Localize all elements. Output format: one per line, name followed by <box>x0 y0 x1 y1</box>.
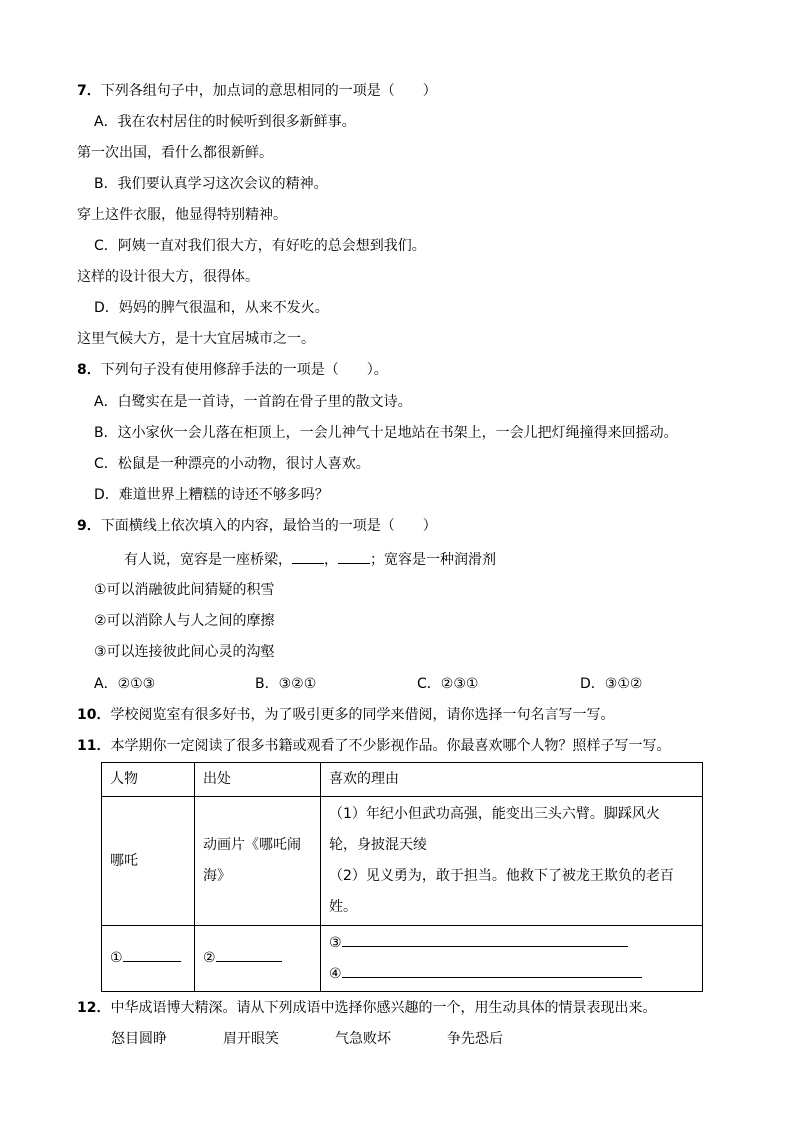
q9-choice-a: A．②①③ <box>94 676 156 692</box>
q11-answer-source-cell <box>195 926 321 992</box>
q11-example-reason <box>321 797 703 926</box>
q11-blank-1-label: ① <box>110 950 123 966</box>
q7-number: 7． <box>77 83 101 99</box>
q7-option-c: C．阿姨一直对我们很大方，有好吃的总会想到我们。 <box>94 238 426 254</box>
q9-item-2: ②可以消除人与人之间的摩擦 <box>94 613 275 629</box>
q7-stem: 下列各组句子中，加点词的意思相同的一项是（ ） <box>100 83 437 99</box>
q12-stem: 中华成语博大精深。请从下列成语中选择你感兴趣的一个，用生动具体的情景表现出来。 <box>110 1000 657 1016</box>
q11-blank-3[interactable] <box>342 932 628 947</box>
q9-passage-mid: ， <box>324 552 338 568</box>
q9-stem-line <box>77 516 437 536</box>
q9-number: 9． <box>77 518 101 534</box>
q8-option-d: D．难道世界上糟糕的诗还不够多吗？ <box>94 487 329 503</box>
q8-stem-line <box>77 360 388 380</box>
q11-header-source: 出处 <box>195 763 321 797</box>
q11-blank-3-line <box>329 928 702 959</box>
q7-option-a: A．我在农村居住的时候听到很多新鲜事。 <box>94 114 356 130</box>
q11-answer-reason-cell <box>321 926 703 992</box>
q11-answer-row <box>102 926 703 992</box>
q8-stem: 下列句子没有使用修辞手法的一项是（ ）。 <box>100 362 388 378</box>
q11-header-person: 人物 <box>102 763 195 797</box>
q9-stem: 下面横线上依次填入的内容，最恰当的一项是（ ） <box>100 518 437 534</box>
q8-option-c: C．松鼠是一种漂亮的小动物，很讨人喜欢。 <box>94 456 370 472</box>
q11-example-reason-2b: 姓。 <box>329 899 357 915</box>
q9-passage <box>124 549 496 570</box>
q10-stem-line <box>77 705 614 725</box>
q10-stem: 学校阅览室有很多好书，为了吸引更多的同学来借阅，请你选择一句名言写一写。 <box>110 707 615 723</box>
q11-number: 11． <box>77 738 111 754</box>
q11-table <box>101 762 703 992</box>
q9-choice-d: D．③①② <box>580 676 643 692</box>
q11-stem-line <box>77 736 670 756</box>
q11-example-source <box>195 797 321 926</box>
q9-item-1: ①可以消融彼此间猜疑的积雪 <box>94 582 275 598</box>
q11-answer-person-cell <box>102 926 195 992</box>
q7-option-d-second: 这里气候大方，是十大宜居城市之一。 <box>77 331 315 347</box>
q9-blank-2[interactable] <box>338 549 370 564</box>
q11-example-reason-1b: 轮，身披混天绫 <box>329 837 427 853</box>
q11-blank-2-label: ② <box>203 950 216 966</box>
q7-option-d: D．妈妈的脾气很温和，从来不发火。 <box>94 300 329 316</box>
q11-blank-4-line <box>329 959 702 990</box>
q11-example-row <box>102 797 703 926</box>
q12-idiom-2: 眉开眼笑 <box>223 1031 279 1047</box>
q12-idiom-1: 怒目圆睁 <box>111 1031 167 1047</box>
q12-number: 12． <box>77 1000 111 1016</box>
q11-blank-4-label: ④ <box>329 965 342 982</box>
q11-stem: 本学期你一定阅读了很多书籍或观看了不少影视作品。你最喜欢哪个人物？照样子写一写。 <box>110 738 671 754</box>
q10-number: 10． <box>77 707 111 723</box>
q7-option-c-second: 这样的设计很大方，很得体。 <box>77 269 259 285</box>
q11-example-source-line2: 海》 <box>203 868 231 884</box>
q12-idiom-3: 气急败坏 <box>335 1031 391 1047</box>
q8-option-a: A．白鹭实在是一首诗，一首韵在骨子里的散文诗。 <box>94 394 412 410</box>
q11-blank-1[interactable] <box>123 947 181 962</box>
q7-option-b: B．我们要认真学习这次会议的精神。 <box>94 176 328 192</box>
q8-option-b: B．这小家伙一会儿落在柜顶上，一会儿神气十足地站在书架上，一会儿把灯绳撞得来回摇动。 <box>94 425 678 441</box>
q11-example-reason-1a: （1）年纪小但武功高强，能变出三头六臂。脚踩风火 <box>329 806 660 822</box>
q8-number: 8． <box>77 362 101 378</box>
q11-blank-4[interactable] <box>342 963 642 978</box>
q11-example-reason-2a: （2）见义勇为，敢于担当。他救下了被龙王欺负的老百 <box>329 868 674 884</box>
q9-passage-pre: 有人说，宽容是一座桥梁， <box>124 552 292 568</box>
q7-option-a-second: 第一次出国，看什么都很新鲜。 <box>77 145 273 161</box>
q11-header-row <box>102 763 703 797</box>
q12-idiom-4: 争先恐后 <box>447 1031 503 1047</box>
q11-example-source-line1: 动画片《哪吒闹 <box>203 837 301 853</box>
q12-stem-line <box>77 998 656 1018</box>
q11-blank-3-label: ③ <box>329 934 342 951</box>
q9-passage-post: ；宽容是一种润滑剂 <box>370 552 496 568</box>
q9-choice-c: C．②③① <box>417 676 479 692</box>
q9-item-3: ③可以连接彼此间心灵的沟壑 <box>94 644 275 660</box>
q11-blank-2[interactable] <box>216 947 282 962</box>
q11-example-person: 哪吒 <box>102 797 195 926</box>
q7-stem-line <box>77 81 437 101</box>
q11-header-reason: 喜欢的理由 <box>321 763 703 797</box>
q9-choice-b: B．③②① <box>255 676 317 692</box>
q9-blank-1[interactable] <box>292 549 324 564</box>
q7-option-b-second: 穿上这件衣服，他显得特别精神。 <box>77 207 287 223</box>
